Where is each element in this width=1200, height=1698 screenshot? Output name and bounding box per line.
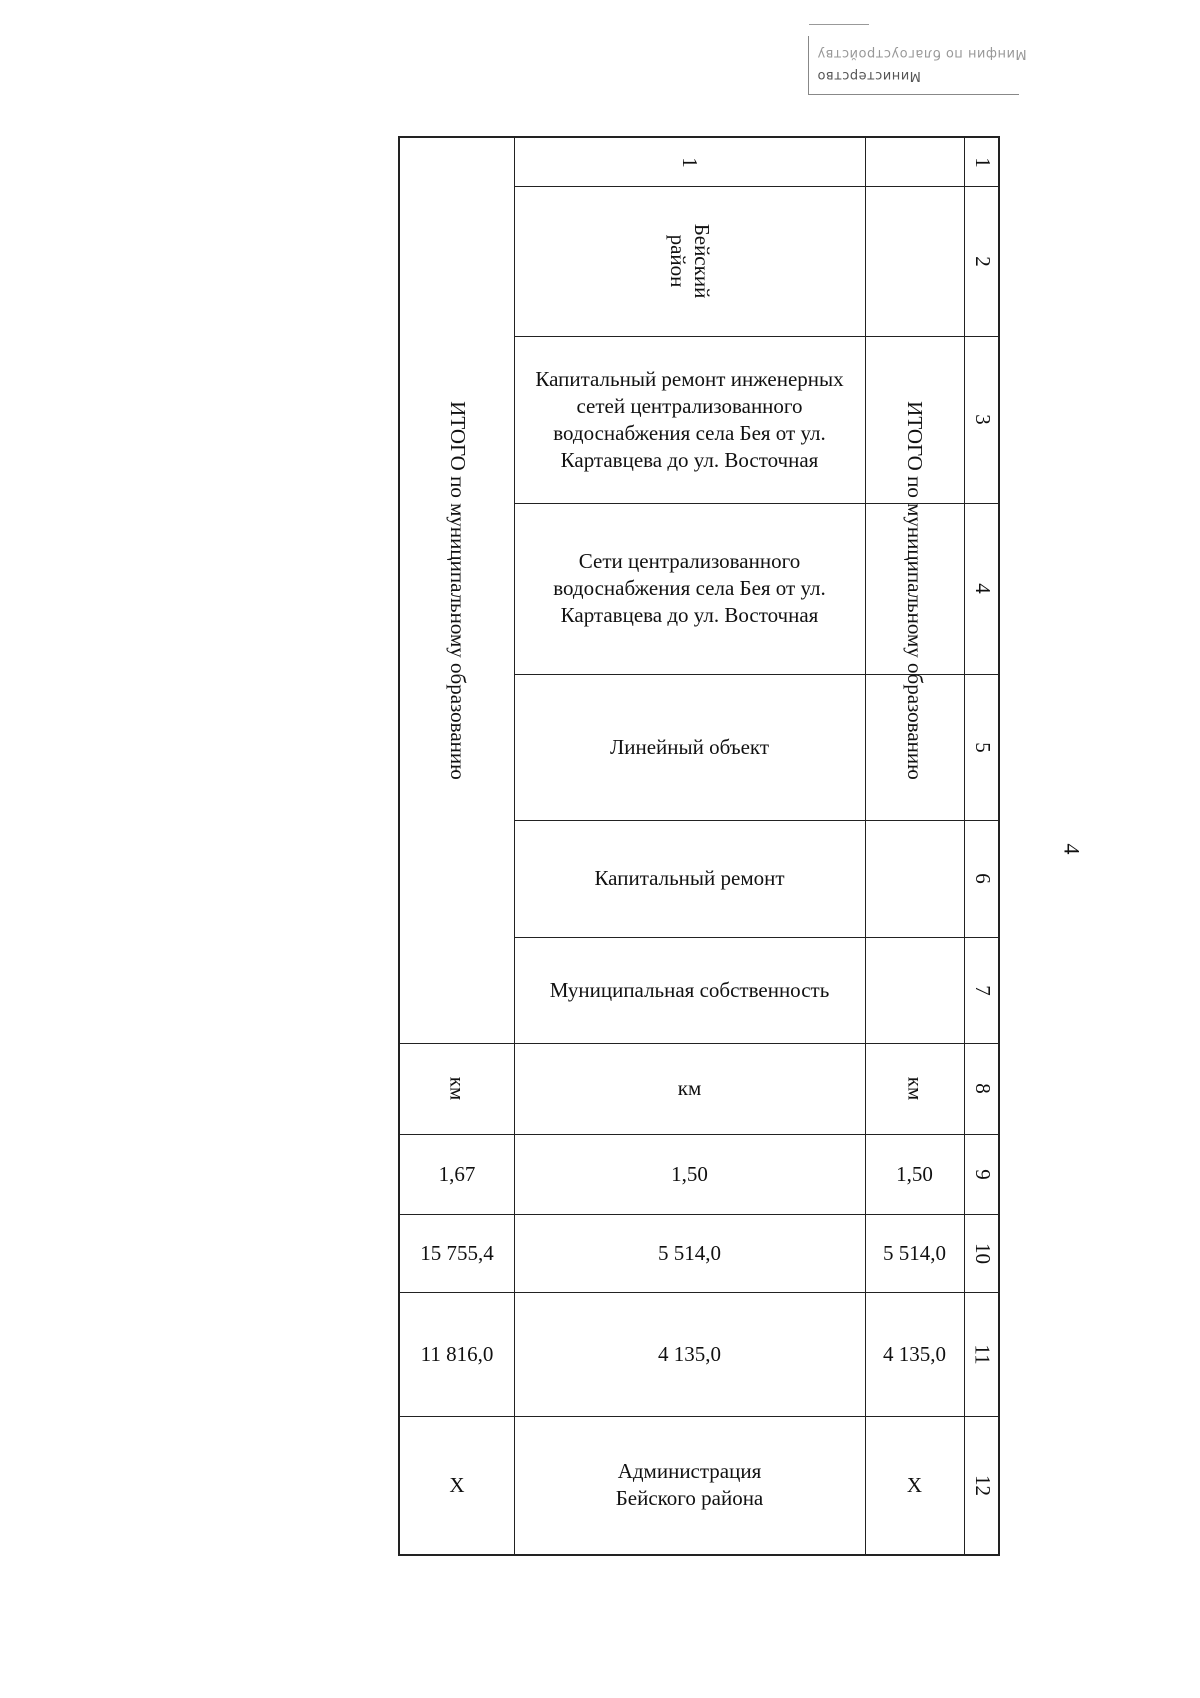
column-number: 4 bbox=[970, 583, 995, 594]
column-number-cell bbox=[964, 1214, 1000, 1292]
object-name: Капитальный ремонт инженерных сетей централизованного водоснабжения села Бея от ул. Картавцева до ул. Восточная bbox=[535, 366, 844, 472]
column-number-cell bbox=[964, 1043, 1000, 1134]
total-customer: X bbox=[449, 1472, 465, 1497]
object-type-cell bbox=[514, 674, 865, 820]
row-number-cell bbox=[514, 138, 865, 186]
row-number: 1 bbox=[678, 156, 702, 168]
subtotal-subsidy-cell bbox=[865, 1292, 964, 1416]
column-number: 5 bbox=[970, 741, 995, 753]
district-cell bbox=[514, 186, 865, 336]
column-number-cell bbox=[964, 820, 1000, 937]
subtotal-label-cell bbox=[865, 138, 964, 1043]
rotated-table bbox=[398, 136, 1000, 1556]
column-number: 8 bbox=[970, 1083, 995, 1094]
object-type: Линейный объект bbox=[609, 734, 770, 759]
capacity-cell bbox=[514, 1134, 865, 1214]
total-unit-cell bbox=[400, 1043, 514, 1134]
column-number-cell bbox=[964, 674, 1000, 820]
total-subsidy-cell bbox=[400, 1292, 514, 1416]
total-subsidy: 11 816,0 bbox=[420, 1341, 494, 1366]
subtotal-cost-cell bbox=[865, 1214, 964, 1292]
object-description-cell bbox=[514, 503, 865, 674]
ownership-cell bbox=[514, 937, 865, 1043]
customer-cell bbox=[514, 1416, 865, 1554]
subtotal-customer-cell bbox=[865, 1416, 964, 1554]
column-number-cell bbox=[964, 937, 1000, 1043]
column-number: 11 bbox=[970, 1343, 995, 1365]
object-description: Сети централизованного водоснабжения села Бея от ул. Картавцева до ул. Восточная bbox=[553, 549, 826, 627]
work-type-cell bbox=[514, 820, 865, 937]
column-number-cell bbox=[964, 138, 1000, 186]
unit-cell bbox=[514, 1043, 865, 1134]
work-type: Капитальный ремонт bbox=[594, 866, 785, 890]
column-number: 9 bbox=[970, 1168, 995, 1180]
column-number: 10 bbox=[970, 1242, 995, 1264]
column-number-cell bbox=[964, 503, 1000, 674]
subtotal-unit: км bbox=[903, 1076, 927, 1101]
stamp-line-decoration bbox=[809, 24, 869, 25]
row-total-cost: 5 514,0 bbox=[658, 1240, 721, 1265]
column-number-cell bbox=[964, 186, 1000, 336]
column-number-cell bbox=[964, 1134, 1000, 1214]
subtotal-capacity: 1,50 bbox=[896, 1161, 933, 1186]
total-cost-cell bbox=[514, 1214, 865, 1292]
total-cost-cell bbox=[400, 1214, 514, 1292]
total-label: ИТОГО по муниципальному образованию bbox=[445, 401, 470, 780]
subtotal-label: ИТОГО по муниципальному образованию bbox=[903, 401, 928, 780]
registration-stamp bbox=[808, 36, 1027, 95]
page-number: 4 bbox=[1059, 843, 1085, 855]
unit: км bbox=[677, 1076, 702, 1100]
column-number: 7 bbox=[970, 984, 995, 996]
total-customer-cell bbox=[400, 1416, 514, 1554]
customer: Администрация Бейского района bbox=[615, 1459, 764, 1510]
total-capacity: 1,67 bbox=[438, 1161, 476, 1186]
total-capacity-cell bbox=[400, 1134, 514, 1214]
column-number-cell bbox=[964, 336, 1000, 503]
total-unit: км bbox=[445, 1076, 470, 1101]
column-number-cell bbox=[964, 1416, 1000, 1554]
subsidy-cell bbox=[514, 1292, 865, 1416]
ownership: Муниципальная собственность bbox=[549, 977, 830, 1002]
column-number: 3 bbox=[970, 414, 995, 425]
row-subsidy: 4 135,0 bbox=[658, 1341, 721, 1366]
column-number: 6 bbox=[970, 873, 995, 884]
district-name: Бейский район bbox=[665, 223, 714, 299]
column-number-cell bbox=[964, 1292, 1000, 1416]
total-label-cell bbox=[400, 138, 514, 1043]
stamp-text-line-1: Министерство bbox=[817, 68, 921, 83]
column-number: 12 bbox=[970, 1474, 995, 1496]
column-number: 1 bbox=[970, 156, 995, 168]
total-cost: 15 755,4 bbox=[420, 1240, 494, 1265]
capacity: 1,50 bbox=[671, 1161, 708, 1186]
subtotal-capacity-cell bbox=[865, 1134, 964, 1214]
column-number: 2 bbox=[970, 255, 995, 267]
stamp-text-line-2: Минфин по благоустройству bbox=[817, 46, 1027, 61]
subtotal-cost: 5 514,0 bbox=[883, 1240, 946, 1265]
subtotal-subsidy: 4 135,0 bbox=[883, 1341, 946, 1366]
object-name-cell bbox=[514, 336, 865, 503]
subtotal-unit-cell bbox=[865, 1043, 964, 1134]
subtotal-customer: X bbox=[906, 1472, 923, 1497]
